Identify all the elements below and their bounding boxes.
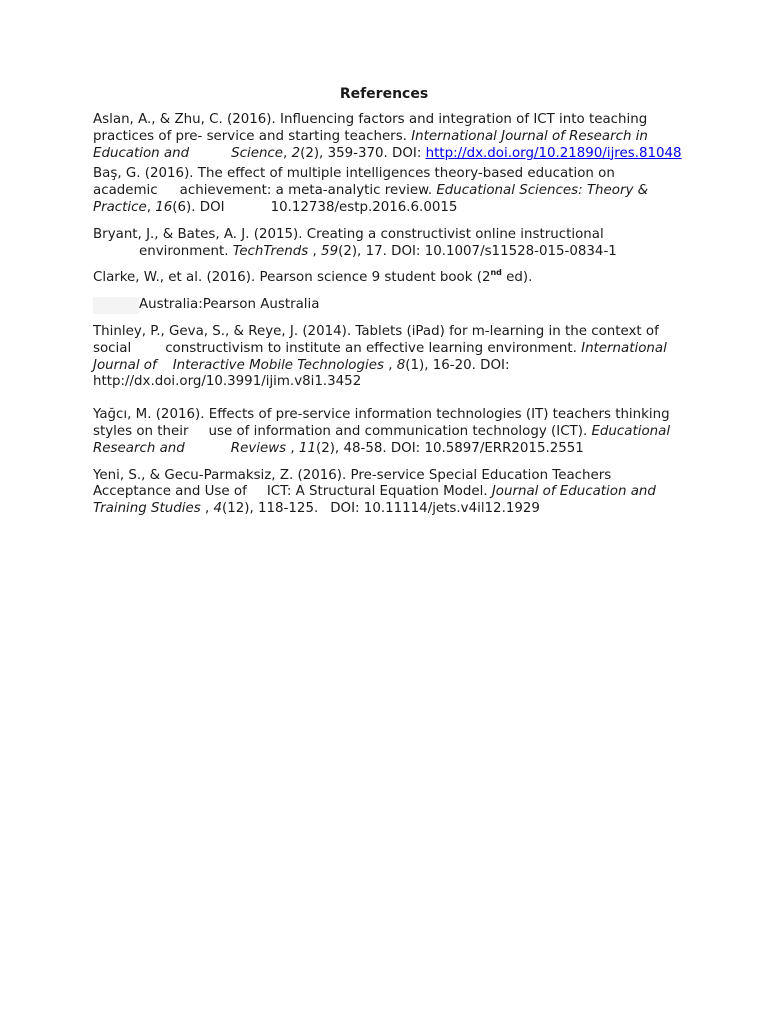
reference-text: Thinley, P., Geva, S., & Reye, J. (2014). Tablets (iPad) for m-learning in the context of social (93, 323, 659, 356)
doi-text: 10.12738/estp.2016.6.0015 (270, 199, 458, 215)
reference-text: ed). (501, 270, 533, 286)
reference-bryant (93, 227, 683, 261)
reference-text: constructivism to institute an effective learning environment. (165, 340, 582, 356)
volume-number: 2 (291, 145, 301, 161)
volume-number: 59 (321, 243, 339, 259)
volume-number: 4 (213, 501, 223, 517)
reference-text: achievement: a meta-analytic review. (179, 183, 437, 199)
doi-link[interactable]: http://dx.doi.org/10.21890/ijres.81048 (425, 145, 682, 161)
reference-text: , (283, 145, 292, 161)
journal-title: TechTrends (232, 243, 309, 259)
reference-aslan (93, 112, 683, 162)
reference-clarke-publisher (93, 297, 683, 314)
reference-text: (2), 17. DOI: 10.1007/s11528-015-0834-1 (338, 243, 617, 259)
reference-text: Bryant, J., & Bates, A. J. (2015). Creating a constructivist online instructional (93, 226, 604, 242)
reference-text: , (383, 357, 397, 373)
journal-title: Interactive Mobile Technologies (172, 357, 384, 373)
reference-thinley (93, 324, 683, 391)
reference-text: Clarke, W., et al. (2016). Pearson science 9 student book (2 (93, 270, 491, 286)
reference-text: Baş, G. (2016). The effect of multiple intelligences theory-based education on academic (93, 166, 615, 199)
journal-title: Reviews (230, 440, 287, 456)
reference-text: (1), 16-20. DOI: http://dx.doi.org/10.3991/ijim.v8i1.3452 (93, 357, 510, 390)
reference-text: (2), 48-58. DOI: 10.5897/ERR2015.2551 (315, 440, 584, 456)
reference-text: (6). DOI (172, 199, 225, 215)
reference-clarke (93, 270, 683, 287)
reference-text: (12), 118-125. (222, 501, 319, 517)
journal-title: International Journal of Research in Education and (93, 128, 648, 161)
volume-number: 8 (396, 357, 406, 373)
reference-text: , (200, 501, 214, 517)
reference-text: ICT: A Structural Equation Model. (266, 484, 492, 500)
journal-title: Science (231, 145, 284, 161)
journal-title: Educational Research and (93, 423, 671, 456)
reference-text: , (286, 440, 299, 456)
reference-text: environment. (139, 243, 233, 259)
page-title: References (339, 86, 429, 102)
volume-number: 16 (155, 199, 173, 215)
reference-text: Yağcı, M. (2016). Effects of pre-service information technologies (IT) teachers thinking styles on their (93, 407, 670, 439)
reference-bas (93, 166, 683, 216)
reference-yeni (93, 468, 683, 518)
reference-text: Australia:Pearson Australia (139, 297, 320, 313)
reference-text: , (308, 243, 322, 259)
reference-yagci (93, 407, 683, 457)
reference-text: use of information and communication technology (ICT). (208, 423, 592, 439)
ordinal-superscript: nd (490, 268, 502, 278)
reference-text: (2), 359-370. DOI: (300, 145, 426, 161)
reference-list (93, 112, 683, 518)
reference-text: Aslan, A., & Zhu, C. (2016). Influencing factors and integration of ICT into teaching practices of pre- service and starting teachers. (93, 112, 648, 144)
journal-title: Journal of Education and Training Studies (93, 484, 656, 517)
journal-title: Practice (93, 199, 147, 215)
volume-number: 11 (298, 440, 316, 456)
journal-title: International Journal of (93, 340, 667, 373)
reference-text: , (146, 199, 156, 215)
doi-text: DOI: 10.11114/jets.v4il12.1929 (330, 501, 540, 517)
reference-text: Yeni, S., & Gecu-Parmaksiz, Z. (2016). Pre-service Special Education Teachers Acceptance and Use of (93, 467, 612, 500)
journal-title: Educational Sciences: Theory & (436, 183, 649, 199)
